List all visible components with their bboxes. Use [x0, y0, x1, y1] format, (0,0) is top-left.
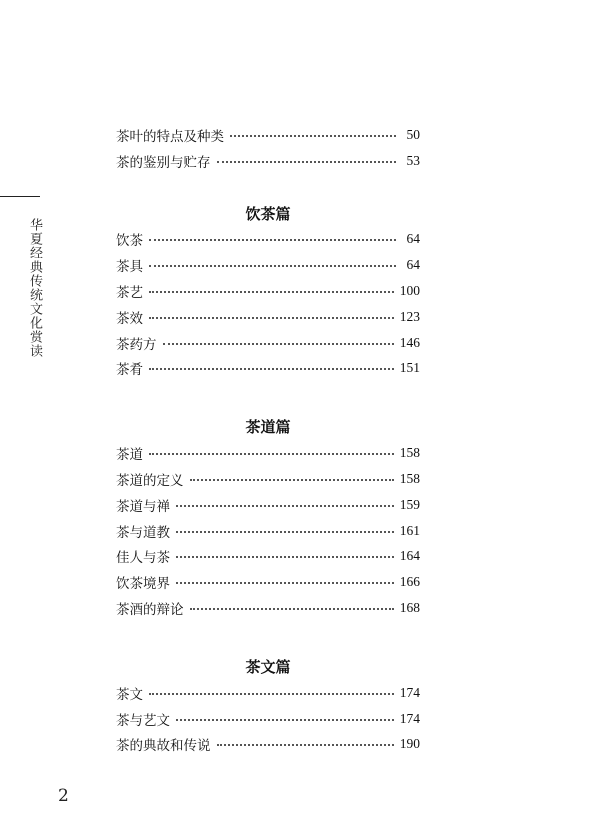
toc-entry[interactable] [116, 569, 420, 595]
toc-entry-page: 161 [399, 522, 420, 538]
toc-entry[interactable] [116, 595, 420, 621]
toc-entry-title: 茶药方 [116, 336, 157, 353]
side-divider [0, 196, 40, 197]
toc-entry[interactable] [116, 304, 420, 330]
toc-entry-title: 茶效 [116, 310, 143, 327]
toc-section-drinking-tea [116, 201, 420, 382]
page-number: 2 [58, 786, 69, 806]
toc-entry[interactable] [116, 227, 420, 253]
dot-leader [176, 719, 394, 721]
toc-entry[interactable] [116, 330, 420, 356]
toc-entry-page: 174 [399, 710, 420, 726]
toc-entry-title: 茶酒的辩论 [116, 602, 184, 619]
toc-entry-page: 158 [399, 445, 420, 461]
toc-entry-page: 159 [399, 496, 420, 512]
toc-entry-title: 茶的鉴别与贮存 [116, 154, 211, 171]
dot-leader [176, 531, 394, 533]
table-of-contents [116, 122, 420, 757]
dot-leader [230, 135, 396, 137]
toc-entry[interactable] [116, 252, 420, 278]
toc-entry-title: 茶的典故和传说 [116, 738, 211, 755]
toc-entry-page: 100 [399, 283, 420, 299]
dot-leader [149, 239, 396, 241]
toc-entry-page: 166 [399, 574, 420, 590]
toc-entry-title: 佳人与茶 [116, 550, 170, 567]
toc-entry-page: 53 [406, 152, 420, 168]
toc-entry[interactable] [116, 732, 420, 758]
toc-entry-page: 123 [399, 308, 420, 324]
toc-entry-page: 190 [399, 736, 420, 752]
toc-entry-title: 茶与艺文 [116, 712, 170, 729]
toc-entry-title: 茶肴 [116, 362, 143, 379]
toc-entry[interactable] [116, 680, 420, 706]
toc-entry[interactable] [116, 122, 420, 148]
toc-entry-title: 茶文 [116, 686, 143, 703]
dot-leader [176, 505, 394, 507]
dot-leader [176, 582, 394, 584]
dot-leader [163, 343, 394, 345]
toc-entry[interactable] [116, 148, 420, 174]
toc-entry-page: 146 [399, 334, 420, 350]
toc-entry[interactable] [116, 492, 420, 518]
book-series-title: 华夏经典传统文化赏读 [27, 218, 42, 358]
toc-entry-page: 64 [406, 231, 420, 247]
dot-leader [217, 161, 397, 163]
toc-entry-page: 168 [399, 600, 420, 616]
toc-entry-page: 164 [399, 548, 420, 564]
toc-entry[interactable] [116, 706, 420, 732]
dot-leader [149, 291, 394, 293]
toc-entry[interactable] [116, 518, 420, 544]
toc-entry-title: 茶艺 [116, 285, 143, 302]
toc-entry[interactable] [116, 440, 420, 466]
toc-entry[interactable] [116, 466, 420, 492]
toc-section-tea-literature [116, 654, 420, 757]
section-title: 茶文篇 [245, 657, 291, 676]
section-title: 饮茶篇 [245, 204, 291, 223]
dot-leader [217, 744, 394, 746]
toc-entry[interactable] [116, 544, 420, 570]
toc-section-continued [116, 122, 420, 174]
toc-entry-page: 174 [399, 684, 420, 700]
toc-entry-page: 64 [406, 257, 420, 273]
toc-entry-page: 158 [399, 471, 420, 487]
toc-entry[interactable] [116, 278, 420, 304]
dot-leader [149, 317, 394, 319]
toc-entry-title: 茶道的定义 [116, 473, 184, 490]
dot-leader [190, 608, 394, 610]
toc-entry-title: 茶道与禅 [116, 498, 170, 515]
dot-leader [149, 265, 396, 267]
toc-section-tea-ceremony [116, 414, 420, 621]
dot-leader [149, 693, 394, 695]
toc-entry-title: 茶与道教 [116, 524, 170, 541]
toc-entry[interactable] [116, 356, 420, 382]
toc-entry-title: 茶道 [116, 447, 143, 464]
toc-entry-page: 50 [406, 126, 420, 142]
dot-leader [149, 453, 394, 455]
toc-entry-title: 茶叶的特点及种类 [116, 128, 224, 145]
toc-entry-title: 饮茶 [116, 233, 143, 250]
toc-entry-page: 151 [399, 360, 420, 376]
toc-entry-title: 茶具 [116, 259, 143, 276]
toc-entry-title: 饮茶境界 [116, 576, 170, 593]
section-title: 茶道篇 [245, 418, 291, 437]
dot-leader [149, 368, 394, 370]
dot-leader [190, 479, 394, 481]
dot-leader [176, 556, 394, 558]
